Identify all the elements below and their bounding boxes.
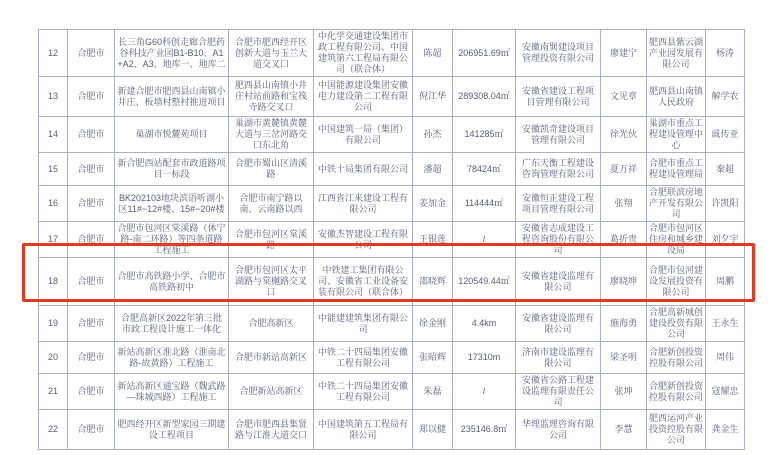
cell-owner: 合肥新创投资控股有限公司 <box>647 374 706 410</box>
cell-builder-contact: 朱磊 <box>413 374 453 410</box>
cell-builder: 中国建筑第五工程局有限公司 <box>314 410 413 450</box>
red-highlight-box <box>22 243 755 302</box>
cell-no: 16 <box>39 186 68 222</box>
cell-owner: 肥西县紫云湖产业园发展有限公司 <box>647 30 706 77</box>
cell-location: 合肥市蜀山区清溪路 <box>229 153 314 186</box>
cell-location: 合肥市包河区太平湖路与棠樾路交叉口 <box>229 258 314 306</box>
cell-builder-contact: 张昭辉 <box>413 342 453 374</box>
cell-supervisor: 安徽省公路工程建设监理有限责任公司 <box>516 374 601 410</box>
cell-project: 合肥市包河区棠溪路（休宁路-南二环路）等四条道路工程施工 <box>115 222 229 258</box>
project-table-body <box>39 30 745 450</box>
cell-city: 合肥市 <box>68 306 115 342</box>
cell-project: 新合肥西站配套市政道路项目一标段 <box>115 153 229 186</box>
cell-location: 合肥新站高新区 <box>229 374 314 410</box>
table-row <box>39 306 745 342</box>
cell-supervisor: 广东天衡工程建设咨询管理有限公司 <box>516 153 601 186</box>
cell-location: 合肥市肥西经开区创新大道与玉兰大道交叉口 <box>229 30 314 77</box>
cell-no: 14 <box>39 117 68 153</box>
cell-builder: 中铁二十四局集团安徽工程有限公司 <box>314 342 413 374</box>
cell-city: 合肥市 <box>68 153 115 186</box>
cell-supervisor-contact: 文见章 <box>601 77 647 117</box>
cell-supervisor-contact: 施海勇 <box>601 306 647 342</box>
cell-project: 新站高新区通宝路（魏武路—珠城西路）工程施工 <box>115 374 229 410</box>
cell-location: 巢湖市黄麓镇黄麓大道与三岔河路交口东北角 <box>229 117 314 153</box>
cell-no: 17 <box>39 222 68 258</box>
cell-owner-contact: 解学农 <box>706 77 745 117</box>
cell-builder-contact: 陈超 <box>413 30 453 77</box>
cell-builder: 中国建筑一局（集团）有限公司 <box>314 117 413 153</box>
cell-supervisor-contact: 夏万祥 <box>601 153 647 186</box>
cell-supervisor: 济南市建设监理有限公司 <box>516 342 601 374</box>
cell-builder: 中铁建工集团有限公司、安徽省工业设备安装有限公司（联合体） <box>314 258 413 306</box>
cell-builder: 安徽杰智建设工程有限公司 <box>314 222 413 258</box>
cell-owner-contact: 王永生 <box>706 306 745 342</box>
cell-builder-contact: 姜加金 <box>413 186 453 222</box>
cell-city: 合肥市 <box>68 258 115 306</box>
cell-builder: 中能建建筑集团有限公司 <box>314 306 413 342</box>
cell-supervisor-contact: 张翔 <box>601 186 647 222</box>
cell-no: 12 <box>39 30 68 77</box>
cell-project: 新建合肥市肥西县山南镇小井庄、板墙村整村推进项目 <box>115 77 229 117</box>
cell-builder-contact: 潘超 <box>413 153 453 186</box>
cell-owner: 合肥高新城创建设投资有限公司 <box>647 306 706 342</box>
project-table <box>38 29 745 450</box>
cell-builder: 中铁二十四局集团安徽工程有限公司 <box>314 374 413 410</box>
cell-supervisor: 安徽南巽建设项目管理投资有限公司 <box>516 30 601 77</box>
cell-owner: 合肥市包河建设发展投资有限公司 <box>647 258 706 306</box>
cell-project: 新站高新区淮北路（淮南北路-故黄路）工程施工 <box>115 342 229 374</box>
cell-supervisor-contact: 葛折贵 <box>601 222 647 258</box>
cell-builder-contact: 倪江华 <box>413 77 453 117</box>
table-row <box>39 342 745 374</box>
cell-owner: 合肥联滨房地产开发有限公司 <box>647 186 706 222</box>
cell-owner-contact: 戚传亚 <box>706 117 745 153</box>
cell-owner-contact: 杨涛 <box>706 30 745 77</box>
cell-owner-contact: 寇耀忠 <box>706 374 745 410</box>
cell-project: 合肥高新区2022年第三批市政工程设计施工一体化 <box>115 306 229 342</box>
cell-location: 合肥市肥西县集贤路与江淮大道交口 <box>229 410 314 450</box>
cell-city: 合肥市 <box>68 186 115 222</box>
table-row <box>39 186 745 222</box>
cell-area: 120549.44㎡ <box>453 258 516 306</box>
cell-city: 合肥市 <box>68 342 115 374</box>
cell-owner: 合肥新创投资控股有限公司 <box>647 342 706 374</box>
cell-area: 17310m <box>453 342 516 374</box>
table-row <box>39 30 745 77</box>
cell-location: 肥西县山南镇小井庄村站前路和宝筏寺路交叉口 <box>229 77 314 117</box>
cell-city: 合肥市 <box>68 410 115 450</box>
cell-owner: 合肥市重点工程建设管理局 <box>647 153 706 186</box>
cell-owner-contact: 周鹏 <box>706 258 745 306</box>
cell-supervisor-contact: 廖晓坤 <box>601 258 647 306</box>
table-row <box>39 374 745 410</box>
cell-city: 合肥市 <box>68 374 115 410</box>
cell-supervisor: 安徽省建设监理有限公司 <box>516 306 601 342</box>
cell-area: 4.4km <box>453 306 516 342</box>
cell-city: 合肥市 <box>68 222 115 258</box>
cell-project: 合肥市高铁路小学、合肥市高铁路初中 <box>115 258 229 306</box>
cell-builder-contact: 邵晓辉 <box>413 258 453 306</box>
cell-project: BK202103地块滨语听湖小区11#~12#楼、15#~20#楼 <box>115 186 229 222</box>
cell-no: 18 <box>39 258 68 306</box>
cell-city: 合肥市 <box>68 77 115 117</box>
cell-area: 141285㎡ <box>453 117 516 153</box>
cell-supervisor: 安徽恒正建设工程项目管理有限公司 <box>516 186 601 222</box>
cell-area: / <box>453 222 516 258</box>
cell-no: 22 <box>39 410 68 450</box>
cell-builder: 江西省江来建设工程有限公司 <box>314 186 413 222</box>
cell-supervisor: 安徽凯奇建设项目管理有限公司 <box>516 117 601 153</box>
cell-builder: 中铁十局集团有限公司 <box>314 153 413 186</box>
cell-no: 21 <box>39 374 68 410</box>
cell-owner: 肥西运河产业投资控股有限公司 <box>647 410 706 450</box>
cell-supervisor: 安徽省建设监理有限公司 <box>516 258 601 306</box>
cell-no: 20 <box>39 342 68 374</box>
cell-builder-contact: 王银莲 <box>413 222 453 258</box>
cell-owner-contact: 许凯阳 <box>706 186 745 222</box>
cell-owner-contact: 龚金生 <box>706 410 745 450</box>
cell-builder-contact: 郑以健 <box>413 410 453 450</box>
cell-supervisor-contact: 徐光伙 <box>601 117 647 153</box>
cell-area: 289308.04㎡ <box>453 77 516 117</box>
cell-no: 19 <box>39 306 68 342</box>
cell-builder: 中化学交通建设集团市政工程有限公司、中国建筑第六工程局有限公司（联合体） <box>314 30 413 77</box>
cell-area: / <box>453 374 516 410</box>
cell-owner: 巢湖市重点工程建设管理中心 <box>647 117 706 153</box>
cell-supervisor-contact: 廖建宁 <box>601 30 647 77</box>
cell-supervisor: 安徽省建设工程项目管理有限公司 <box>516 77 601 117</box>
cell-builder-contact: 孙杰 <box>413 117 453 153</box>
cell-builder-contact: 徐金刚 <box>413 306 453 342</box>
cell-location: 合肥市新站高新区 <box>229 342 314 374</box>
cell-supervisor-contact: 张坤 <box>601 374 647 410</box>
cell-city: 合肥市 <box>68 30 115 77</box>
table-row <box>39 153 745 186</box>
cell-no: 15 <box>39 153 68 186</box>
cell-owner: 合肥市包河区住房和城乡建设局 <box>647 222 706 258</box>
cell-owner-contact: 周伟 <box>706 342 745 374</box>
cell-owner-contact: 刘夕宇 <box>706 222 745 258</box>
cell-project: 长三角G60科创走廊合肥药谷科技产业园B1-B10、A1+A2、A3、地库一、地库二 <box>115 30 229 77</box>
table-row <box>39 117 745 153</box>
cell-project: 肥西经开区新型家园三期建设工程项目 <box>115 410 229 450</box>
cell-area: 235146.8㎡ <box>453 410 516 450</box>
cell-supervisor-contact: 李慧 <box>601 410 647 450</box>
table-row <box>39 410 745 450</box>
cell-owner: 肥西县山南镇人民政府 <box>647 77 706 117</box>
cell-supervisor-contact: 梁圣明 <box>601 342 647 374</box>
cell-location: 合肥市南宁路以南、云南路以西 <box>229 186 314 222</box>
cell-location: 合肥高新区 <box>229 306 314 342</box>
cell-area: 206951.69㎡ <box>453 30 516 77</box>
cell-builder: 中国能源建设集团安徽电力建设第二工程有限公司 <box>314 77 413 117</box>
table-row <box>39 77 745 117</box>
cell-project: 巢湖市悦麓苑项目 <box>115 117 229 153</box>
cell-owner-contact: 秦超 <box>706 153 745 186</box>
cell-location: 合肥市包河区棠溪路 <box>229 222 314 258</box>
cell-city: 合肥市 <box>68 117 115 153</box>
cell-supervisor: 华理监理咨询有限公司 <box>516 410 601 450</box>
cell-area: 114444㎡ <box>453 186 516 222</box>
cell-area: 78424㎡ <box>453 153 516 186</box>
cell-no: 13 <box>39 77 68 117</box>
cell-supervisor: 安徽省志成建设工程咨询股份有限公司 <box>516 222 601 258</box>
